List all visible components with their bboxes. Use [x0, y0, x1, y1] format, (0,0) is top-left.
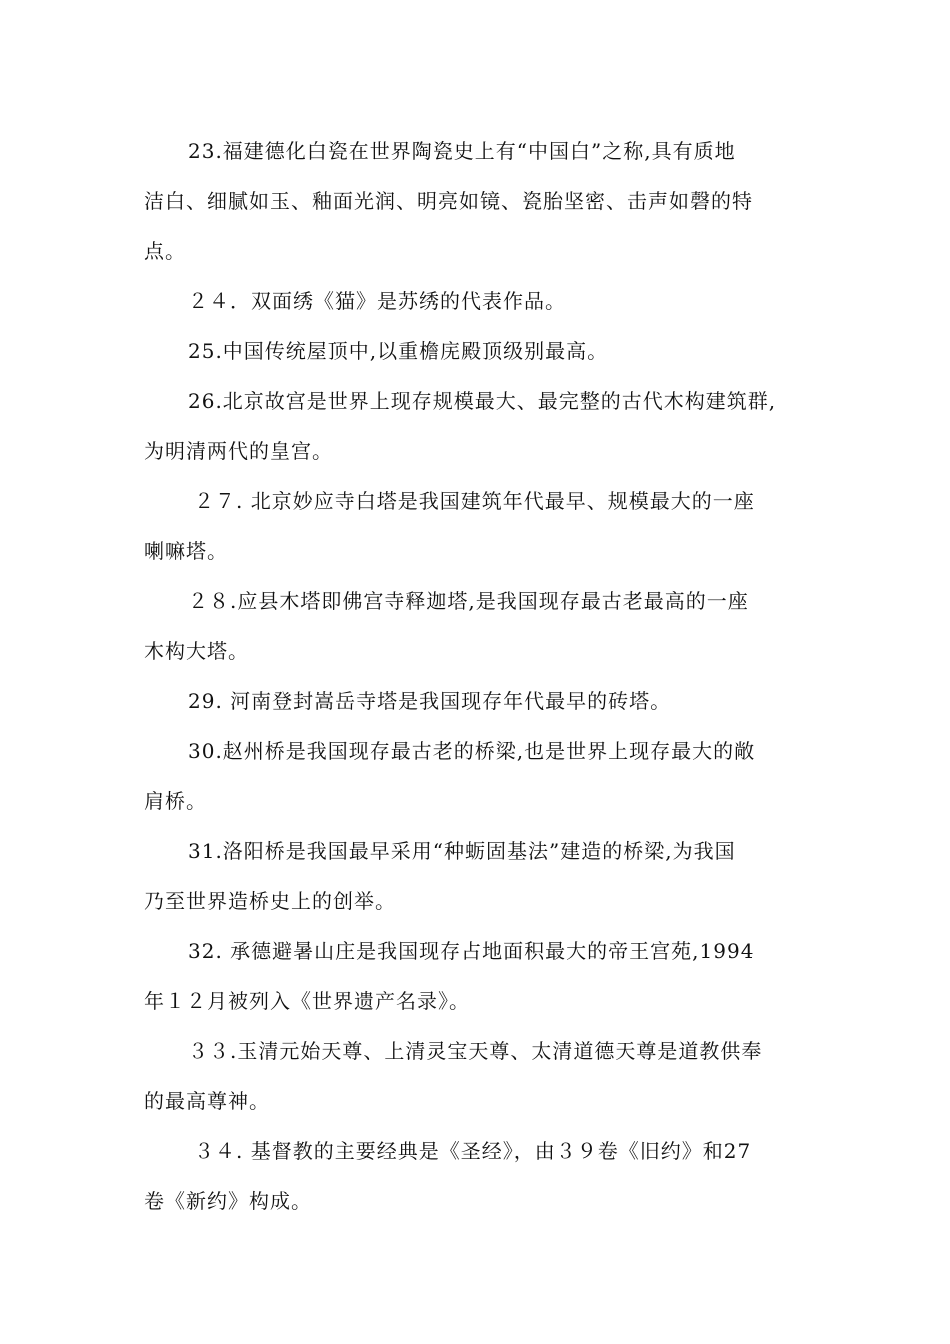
paragraph-line: 的最高尊神。: [144, 1089, 270, 1113]
paragraph-34: [144, 1126, 804, 1226]
paragraph-line: ２８.应县木塔即佛宫寺释迦塔,是我国现存最古老最高的一座: [188, 589, 749, 613]
paragraph-line: 32. 承德避暑山庄是我国现存占地面积最大的帝王宫苑,1994: [188, 939, 755, 963]
paragraph-32: [144, 926, 804, 1026]
paragraph-26: [144, 376, 804, 476]
paragraph-line: 30.赵州桥是我国现存最古老的桥梁,也是世界上现存最大的敞: [188, 739, 756, 763]
paragraph-line: 年１２月被列入《世界遗产名录》。: [144, 989, 470, 1013]
paragraph-line: 31.洛阳桥是我国最早采用“种蛎固基法”建造的桥梁,为我国: [188, 839, 736, 863]
paragraph-33: [144, 1026, 804, 1126]
paragraph-line: 肩桥。: [144, 789, 207, 813]
paragraph-line: 洁白、细腻如玉、釉面光润、明亮如镜、瓷胎坚密、击声如磬的特: [144, 189, 753, 213]
paragraph-line: 点。: [144, 239, 186, 263]
paragraph-29: [144, 676, 804, 726]
paragraph-27: [144, 476, 804, 576]
paragraph-line: 为明清两代的皇宫。: [144, 439, 333, 463]
paragraph-30: [144, 726, 804, 826]
paragraph-line: ２７. 北京妙应寺白塔是我国建筑年代最早、规模最大的一座: [194, 489, 755, 513]
paragraph-line: 23.福建德化白瓷在世界陶瓷史上有“中国白”之称,具有质地: [188, 139, 736, 163]
paragraph-line: 26.北京故宫是世界上现存规模最大、最完整的古代木构建筑群,: [188, 389, 777, 413]
paragraph-25: [144, 326, 804, 376]
paragraph-line: ２４．双面绣《猫》是苏绣的代表作品。: [188, 289, 566, 313]
paragraph-31: [144, 826, 804, 926]
paragraph-24: [144, 276, 804, 326]
paragraph-line: ３３.玉清元始天尊、上清灵宝天尊、太清道德天尊是道教供奉: [188, 1039, 763, 1063]
paragraph-line: 木构大塔。: [144, 639, 249, 663]
paragraph-line: 喇嘛塔。: [144, 539, 228, 563]
paragraph-23: [144, 126, 804, 276]
paragraph-line: 25.中国传统屋顶中,以重檐庑殿顶级别最高。: [188, 339, 609, 363]
paragraph-line: 乃至世界造桥史上的创举。: [144, 889, 396, 913]
paragraph-28: [144, 576, 804, 676]
paragraph-line: ３４. 基督教的主要经典是《圣经》，由３９卷《旧约》和27: [194, 1139, 752, 1163]
paragraph-line: 卷《新约》构成。: [144, 1189, 312, 1213]
paragraph-line: 29. 河南登封嵩岳寺塔是我国现存年代最早的砖塔。: [188, 689, 672, 713]
